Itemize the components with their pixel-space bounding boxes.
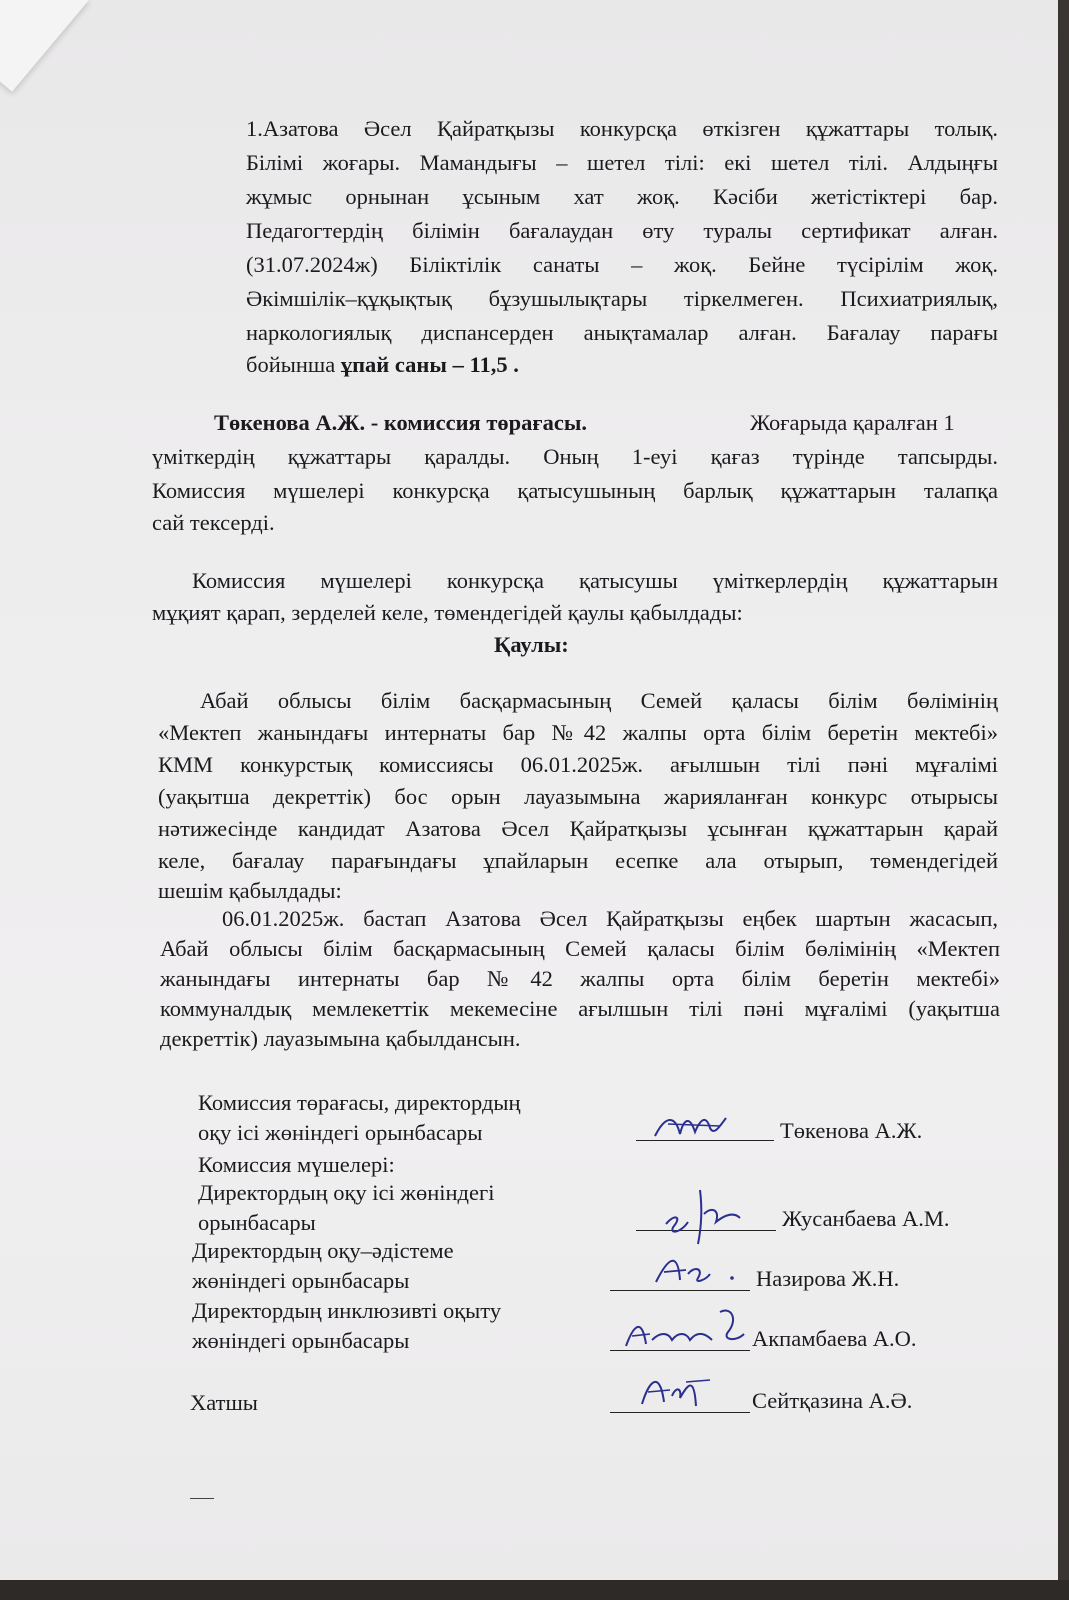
- resolution-title: Қаулы:: [494, 632, 569, 657]
- chair-title-line-2: оқу ісі жөніндегі орынбасары: [198, 1120, 483, 1145]
- text-line: наркологиялық диспансерден анықтамалар алған. Бағалау парағы: [246, 320, 998, 345]
- member2-title-line-2: жөніндегі орынбасары: [192, 1268, 410, 1293]
- text-line: сай тексерді.: [152, 510, 275, 535]
- member1-title-line-1: Директордың оқу ісі жөніндегі: [198, 1180, 495, 1205]
- signature-line: [610, 1412, 750, 1413]
- members-label: Комиссия мүшелері:: [198, 1152, 395, 1177]
- secretary-label: Хатшы: [190, 1390, 258, 1415]
- text-line: [214, 406, 587, 440]
- text-line: коммуналдық мемлекеттік мекемесіне ағылшын тілі пәні мұғалімі (уақытша: [160, 996, 1000, 1021]
- signature-member2-icon: [650, 1250, 750, 1290]
- text-line: Комиссия мүшелері конкурсқа қатысушының барлық құжаттарын талапқа: [152, 478, 998, 503]
- text-line: үміткердің құжаттары қаралды. Оның 1-еуі қағаз түрінде тапсырды.: [152, 444, 998, 469]
- page-mark: [190, 1498, 214, 1499]
- text-line: (31.07.2024ж) Біліктілік санаты – жоқ. Бейне түсірілім жоқ.: [246, 252, 998, 277]
- text-line: жанындағы интернаты бар №42 жалпы орта білім беретін мектебі»: [160, 966, 1000, 991]
- text-line: [246, 348, 519, 382]
- chair-name: Төкенова А.Ж.: [780, 1118, 923, 1143]
- text-line: Әкімшілік–құқықтық бұзушылықтары тіркелмеген. Психиатриялық,: [246, 286, 998, 311]
- text-line: Абай облысы білім басқармасының Семей қаласы білім бөлімінің «Мектеп: [160, 936, 1000, 961]
- text-line: Комиссия мүшелері конкурсқа қатысушы үміткерлердің құжаттарын: [192, 568, 998, 593]
- text-line: Педагогтердің білімін бағалаудан өту туралы сертификат алған.: [246, 218, 998, 243]
- text-line: Абай облысы білім басқармасының Семей қаласы білім бөлімінің: [200, 688, 998, 713]
- member3-name: Акпамбаева А.О.: [752, 1326, 917, 1351]
- text-line: (уақытша декреттік) бос орын лауазымына жарияланған конкурс отырысы: [158, 784, 998, 809]
- member2-name: Назирова Ж.Н.: [756, 1266, 900, 1291]
- text-line: шешім қабылдады:: [158, 878, 342, 903]
- text-line: нәтижесінде кандидат Азатова Әсел Қайратқызы ұсынған құжаттарын қарай: [158, 816, 998, 841]
- signature-chair-icon: [650, 1106, 730, 1146]
- score-value: ұпай саны – 11,5 .: [340, 352, 519, 377]
- text-line: Білімі жоғары. Мамандығы – шетел тілі: екі шетел тілі. Алдыңғы: [246, 150, 998, 175]
- chair-title-line-1: Комиссия төрағасы, директордың: [198, 1090, 521, 1115]
- text-line: Жоғарыда қаралған 1: [750, 410, 955, 435]
- text-line: мұқият қарап, зерделей келе, төмендегідей қаулы қабылдады:: [152, 600, 743, 625]
- member1-title-line-2: орынбасары: [198, 1210, 316, 1235]
- member2-title-line-1: Директордың оқу–әдістеме: [192, 1238, 454, 1263]
- score-prefix: бойынша: [246, 352, 341, 377]
- text-line: 1.Азатова Әсел Қайратқызы конкурсқа өткізген құжаттары толық.: [246, 116, 998, 141]
- secretary-name: Сейтқазина А.Ә.: [752, 1388, 913, 1413]
- signature-secretary-icon: [636, 1366, 716, 1412]
- signature-member3-icon: [620, 1306, 750, 1354]
- member1-name: Жусанбаева А.М.: [782, 1206, 950, 1231]
- folded-corner: [0, 0, 89, 92]
- member3-title-line-1: Директордың инклюзивті оқыту: [192, 1298, 502, 1323]
- background-surface: [0, 1580, 1069, 1600]
- text-line: декреттік) лауазымына қабылдансын.: [160, 1026, 521, 1051]
- text-line: келе, бағалау парағындағы ұпайларын есепке ала отырып, төмендегідей: [158, 848, 998, 873]
- chair-lead: Төкенова А.Ж. - комиссия төрағасы.: [214, 410, 588, 435]
- text-line: жұмыс орнынан ұсыным хат жоқ. Кәсіби жетістіктері бар.: [246, 184, 998, 209]
- text-line: «Мектеп жанындағы интернаты бар №42 жалпы орта білім беретін мектебі»: [158, 720, 998, 745]
- text-line: КММ конкурстық комиссиясы 06.01.2025ж. ағылшын тілі пәні мұғалімі: [158, 752, 998, 777]
- member3-title-line-2: жөніндегі орынбасары: [192, 1328, 410, 1353]
- signature-member1-icon: [660, 1184, 760, 1248]
- text-line: 06.01.2025ж. бастап Азатова Әсел Қайратқызы еңбек шартын жасасып,: [222, 906, 998, 931]
- signature-line: [610, 1290, 750, 1291]
